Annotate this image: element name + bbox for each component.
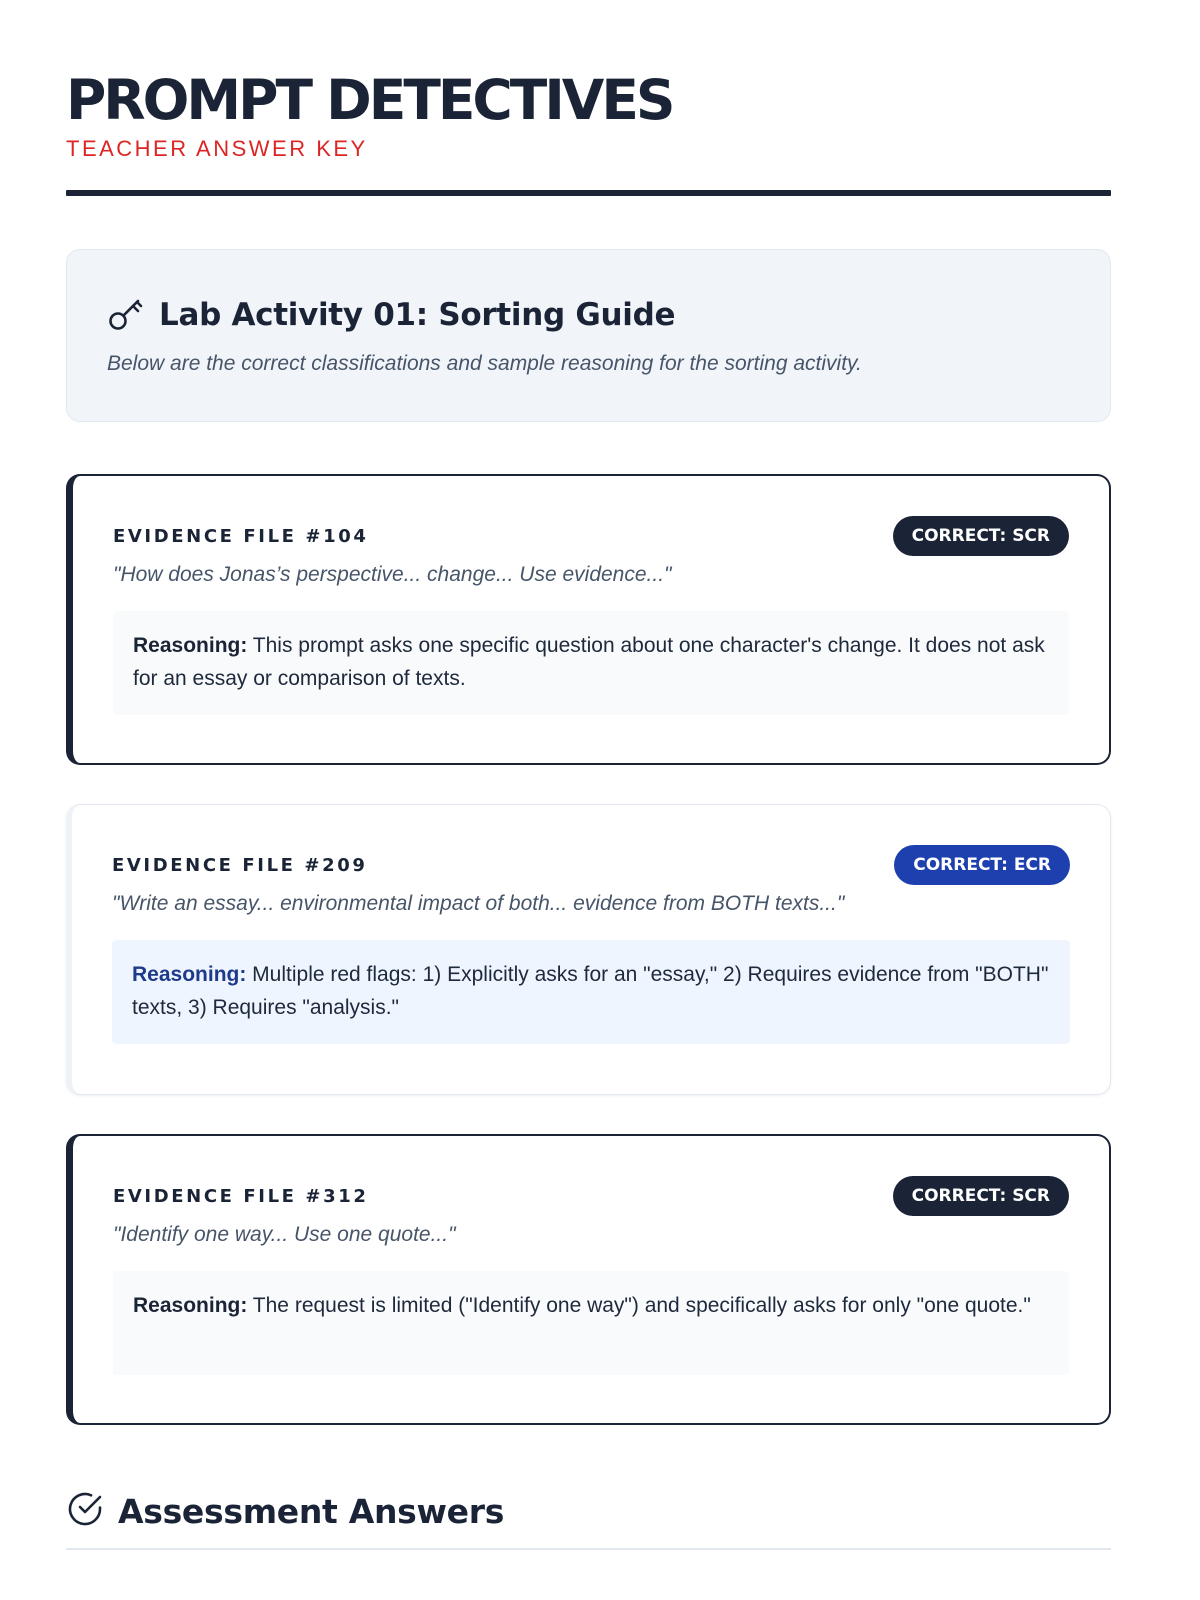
prompt-quote: "Write an essay... environmental impact of both... evidence from BOTH texts..." (112, 892, 845, 915)
evidence-card (66, 474, 1111, 765)
check-circle-icon (66, 1490, 104, 1532)
answer-badge: CORRECT: SCR (893, 1176, 1069, 1216)
intro-panel (66, 249, 1111, 422)
reasoning-text: The request is limited ("Identify one way") and specifically asks for only "one quote." (247, 1294, 1031, 1317)
header-divider (66, 190, 1111, 196)
reasoning-label: Reasoning: (133, 1294, 248, 1317)
prompt-quote: "How does Jonas’s perspective... change... Use evidence..." (113, 563, 672, 586)
reasoning-box (112, 940, 1070, 1044)
answer-badge: CORRECT: SCR (893, 516, 1069, 556)
activity-description: Below are the correct classifications and sample reasoning for the sorting activity. (107, 352, 862, 375)
reasoning-label: Reasoning: (133, 634, 248, 657)
assessment-title: Assessment Answers (118, 1491, 505, 1531)
assessment-section-header (66, 1490, 1111, 1532)
activity-title: Lab Activity 01: Sorting Guide (159, 297, 676, 333)
evidence-card (66, 1134, 1111, 1425)
page-title: PROMPT DETECTIVES (66, 68, 673, 132)
page-header (66, 68, 1111, 162)
answer-badge: CORRECT: ECR (894, 845, 1070, 885)
evidence-file-label: EVIDENCE FILE #209 (112, 854, 368, 876)
page-subtitle: TEACHER ANSWER KEY (66, 136, 368, 161)
reasoning-box (113, 611, 1069, 715)
prompt-quote: "Identify one way... Use one quote..." (113, 1223, 456, 1246)
reasoning-box (113, 1271, 1069, 1375)
evidence-file-label: EVIDENCE FILE #104 (113, 525, 369, 547)
evidence-file-label: EVIDENCE FILE #312 (113, 1185, 369, 1207)
key-icon (107, 294, 145, 336)
reasoning-label: Reasoning: (132, 963, 247, 986)
evidence-card (66, 804, 1111, 1095)
reasoning-text: Multiple red flags: 1) Explicitly asks for an "essay," 2) Requires evidence from "BOTH" texts, 3) Requires "analysis." (132, 963, 1049, 1019)
section-divider (66, 1548, 1111, 1550)
reasoning-text: This prompt asks one specific question about one character's change. It does not ask for an essay or comparison of texts. (133, 634, 1045, 690)
